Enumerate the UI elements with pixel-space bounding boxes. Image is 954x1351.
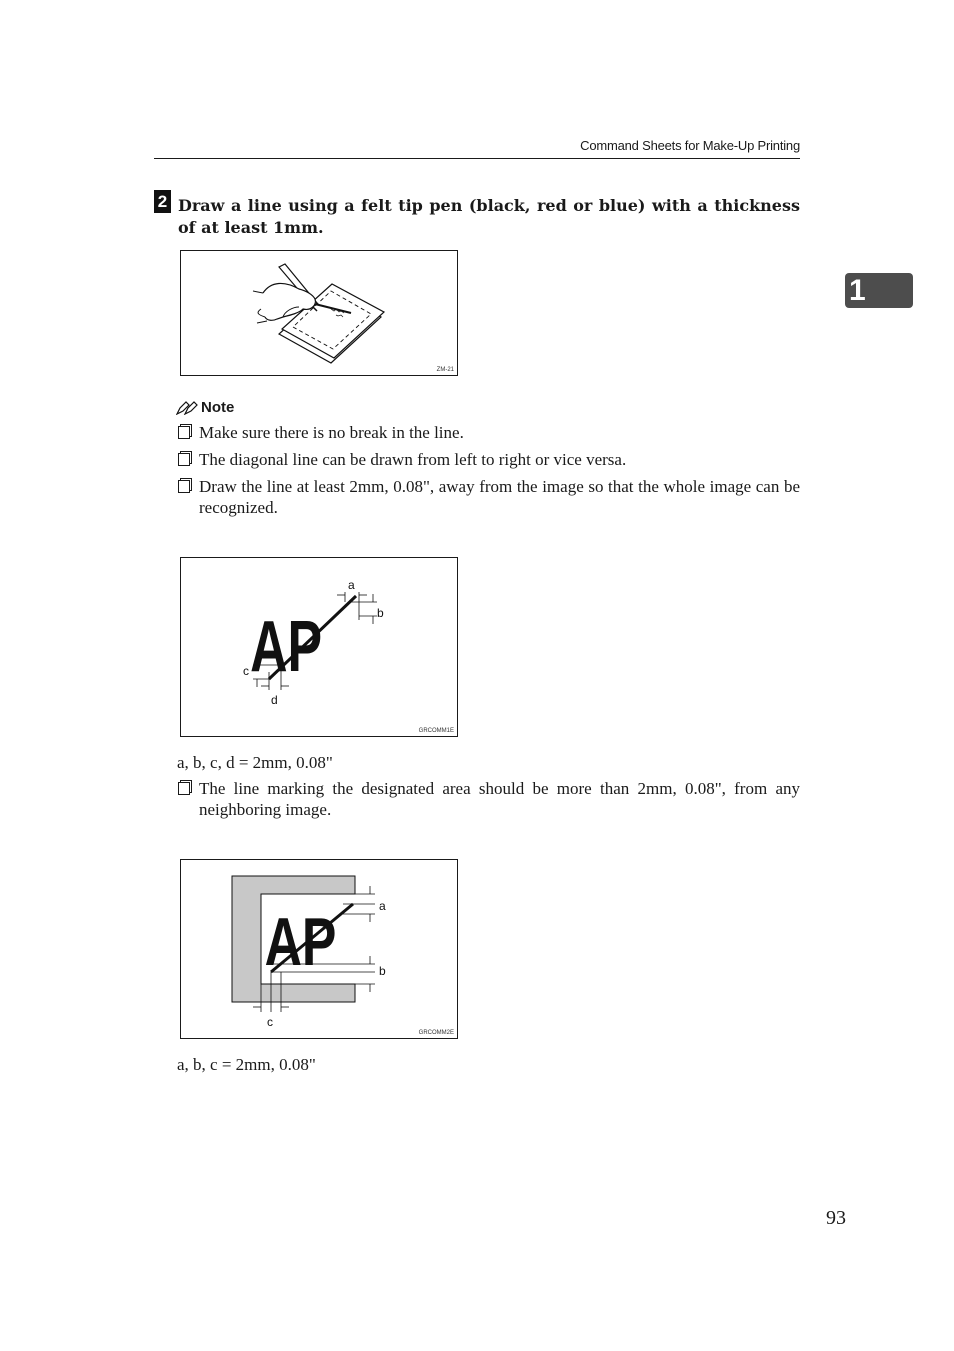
label-c: c	[267, 1015, 273, 1029]
figure-margin-distances	[180, 557, 458, 737]
ap-diagram-1	[181, 558, 457, 736]
chapter-tab: 1	[845, 273, 913, 308]
note-item: The diagonal line can be drawn from left to right or vice versa.	[176, 449, 800, 470]
note-list	[176, 422, 800, 524]
checkbox-bullet-icon	[178, 782, 190, 795]
caption-distances-2: a, b, c = 2mm, 0.08"	[177, 1055, 316, 1074]
label-b: b	[379, 964, 386, 978]
label-d: d	[271, 693, 278, 707]
ap-diagram-2	[181, 860, 457, 1038]
page-number: 93	[826, 1207, 846, 1229]
pencil-icon	[176, 401, 198, 415]
label-a: a	[348, 578, 355, 592]
note-label: Note	[201, 399, 235, 416]
figure-neighbor-image	[180, 859, 458, 1039]
note-heading	[176, 398, 234, 418]
figure-pen-drawing	[180, 250, 458, 376]
checkbox-bullet-icon	[178, 480, 190, 493]
label-a: a	[379, 899, 386, 913]
running-header: Command Sheets for Make-Up Printing	[580, 138, 800, 153]
note-item: Make sure there is no break in the line.	[176, 422, 800, 443]
header-rule	[154, 158, 800, 159]
label-b: b	[377, 606, 384, 620]
checkbox-bullet-icon	[178, 426, 190, 439]
figure-code: ZM-21	[436, 367, 454, 373]
note-item: Draw the line at least 2mm, 0.08", away from the image so that the whole image can be recognized.	[176, 476, 800, 518]
ap-glyphs: AP	[250, 606, 323, 688]
caption-distances-1: a, b, c, d = 2mm, 0.08"	[177, 753, 333, 772]
figure-code: GRCOMM2E	[418, 1030, 454, 1036]
step-number-badge: 2	[154, 190, 171, 213]
step-instruction: Draw a line using a felt tip pen (black, red or blue) with a thickness of at least 1mm.	[178, 196, 800, 237]
label-c: c	[243, 664, 249, 678]
checkbox-bullet-icon	[178, 453, 190, 466]
ap-glyphs: AP	[264, 903, 337, 980]
bullet-neighbor-distance: The line marking the designated area should be more than 2mm, 0.08", from any neighboring image.	[176, 778, 800, 820]
pen-drawing-illustration	[181, 251, 457, 375]
figure-code: GRCOMM1E	[418, 728, 454, 734]
